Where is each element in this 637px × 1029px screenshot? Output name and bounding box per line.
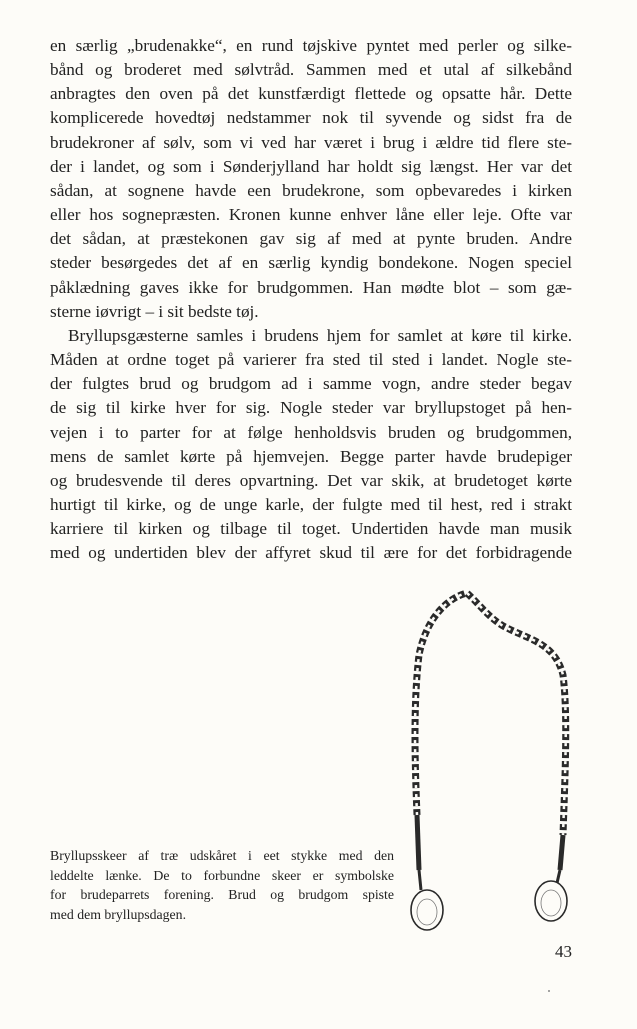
text-line: med og undertiden blev der affyret skud til ære for det forbidragende — [50, 543, 572, 563]
text-line: mens de samlet kørte på hjemvejen. Begge parter havde brudepiger — [50, 446, 572, 466]
text-line: anbragtes den oven på det kunstfærdigt flettede og opsatte hår. Dette — [50, 84, 572, 104]
caption-line: leddelte lænke. De to forbundne skeer er symbolske — [50, 867, 394, 883]
text-line: Måden at ordne toget på varierer fra sted til sted i landet. Nogle ste- — [50, 350, 572, 370]
paragraph-1 — [50, 34, 572, 324]
text-line: en særlig „brudenakke“, en rund tøjskive pyntet med perler og silke- — [50, 36, 572, 55]
text-line: sterne iøvrigt – i sit bedste tøj. — [50, 301, 259, 321]
text-line: og brudesvende til deres opvartning. Det var skik, at brudetoget kørte — [50, 470, 572, 490]
text-line: det sådan, at præstekonen gav sig af med at pynte bruden. Andre — [50, 229, 572, 249]
text-line: hurtigt til kirke, og de unge karle, der fulgte med til hest, red i strakt — [50, 494, 572, 514]
wooden-wedding-spoons-chain-icon — [405, 585, 580, 935]
caption-line: Bryllupsskeer af træ udskåret i eet stykke med den — [50, 848, 394, 863]
text-line: karriere til kirken og tilbage til toget. Undertiden havde man musik — [50, 519, 572, 539]
text-line: komplicerede hovedtøj nedstammer nok til syvende og sidst fra de — [50, 108, 572, 128]
speck — [548, 990, 550, 992]
text-line: bånd og broderet med sølvtråd. Sammen med et utal af silkebånd — [50, 60, 572, 80]
text-line: brudekroner af sølv, som vi ved har været i brug i ældre tid flere ste- — [50, 132, 572, 152]
figure-caption — [50, 846, 394, 924]
caption-line: med dem bryllupsdagen. — [50, 906, 187, 922]
text-line: eller hos sognepræsten. Kronen kunne enhver låne eller leje. Ofte var — [50, 205, 572, 225]
page-number: 43 — [555, 942, 572, 961]
caption-line: for brudeparrets forening. Brud og brudgom spiste — [50, 887, 394, 902]
paragraph-2 — [50, 324, 572, 566]
text-line: påklædning gaves ikke for brudgommen. Han mødte blot – som gæ- — [50, 277, 572, 297]
text-line: steder besørgedes det af en særlig kyndig bondekone. Nogen speciel — [50, 253, 572, 273]
text-line: Bryllupsgæsterne samles i brudens hjem for samlet at køre til kirke. — [68, 325, 572, 345]
text-line: de sig til kirke hver for sig. Nogle steder var bryllupstoget på hen- — [50, 398, 572, 418]
text-line: vejen i to parter for at følge henholdsvis bruden og brudgommen, — [50, 422, 572, 442]
text-line: der i landet, og som i Sønderjylland har holdt sig længst. Her var det — [50, 156, 572, 176]
text-line: der fulgtes brud og brudgom ad i samme vogn, andre steder begav — [50, 374, 572, 394]
body-text — [50, 34, 572, 565]
text-line: sådan, at sognene havde een brudekrone, som opbevaredes i kirken — [50, 180, 572, 200]
